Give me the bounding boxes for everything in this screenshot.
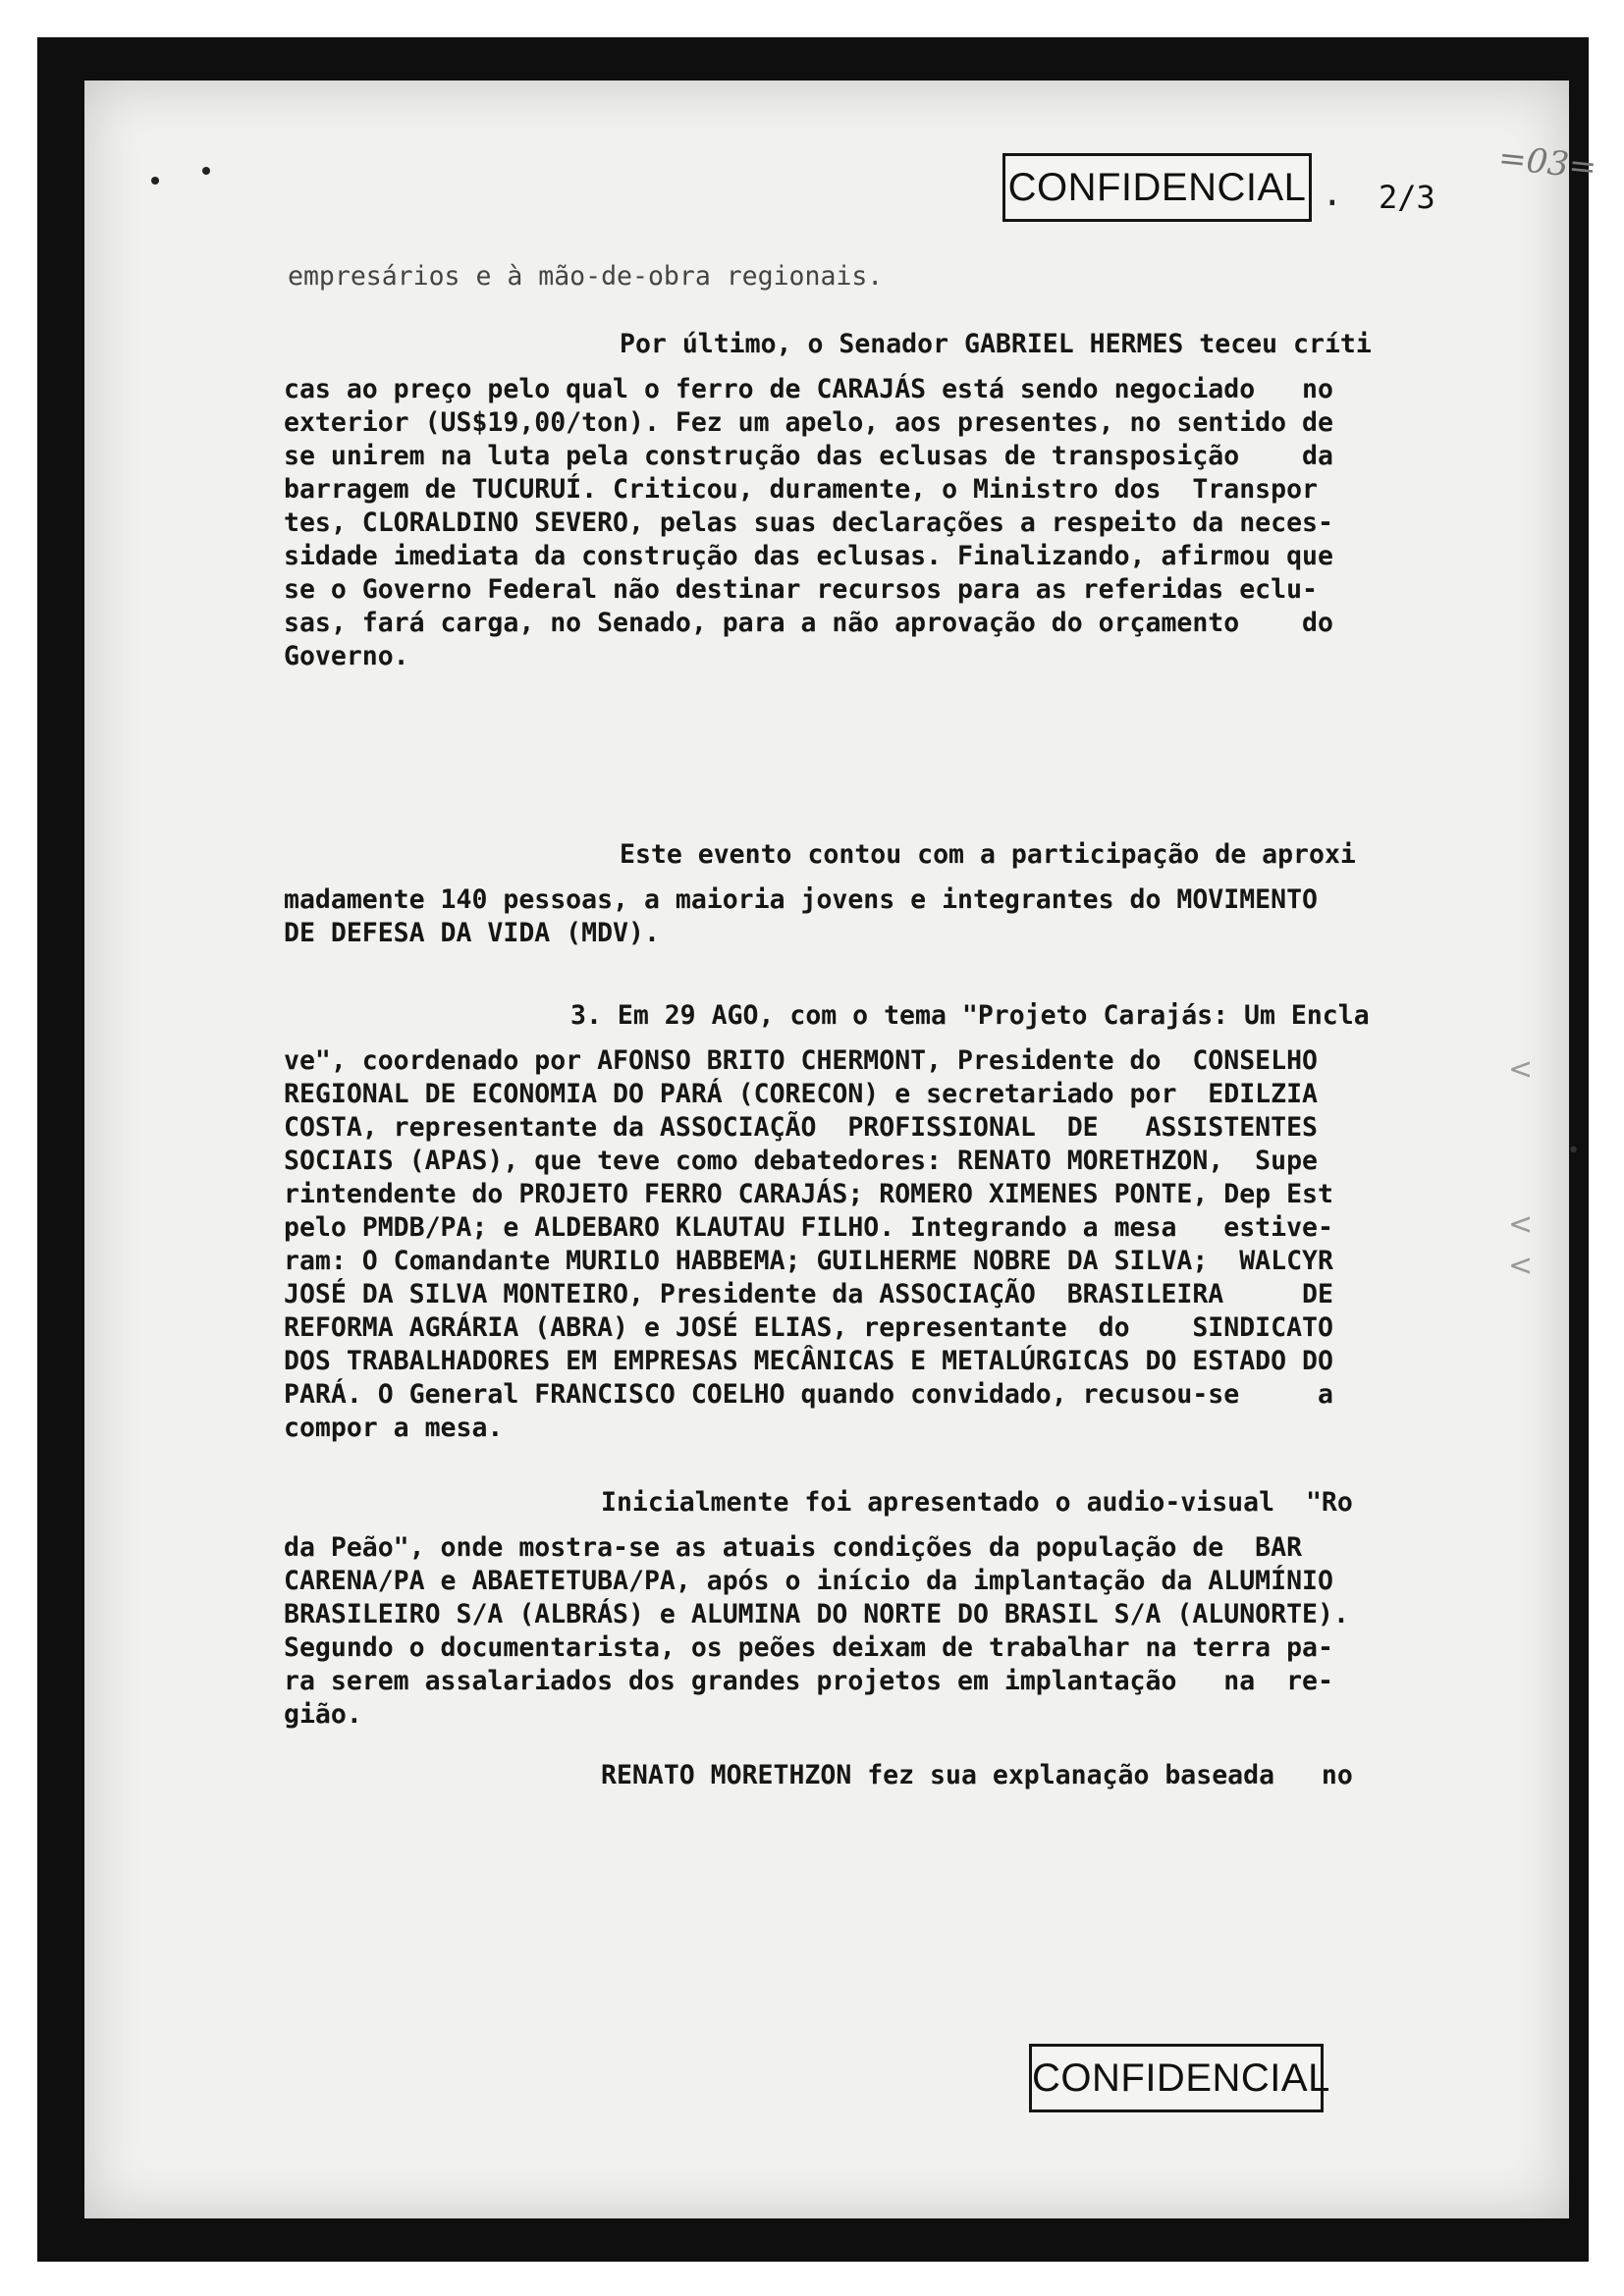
body-line: da Peão", onde mostra-se as atuais condições da população de BAR: [284, 1532, 1303, 1563]
punch-dot: [151, 177, 159, 185]
body-line: barragem de TUCURUÍ. Criticou, duramente, o Ministro dos Transpor: [284, 474, 1318, 505]
body-line: JOSÉ DA SILVA MONTEIRO, Presidente da ASSOCIAÇÃO BRASILEIRA DE: [284, 1279, 1333, 1309]
page-number: 2/3: [1379, 179, 1435, 216]
document-page: [84, 80, 1599, 2218]
stamp-dot: .: [1322, 174, 1343, 214]
body-line: ve", coordenado por AFONSO BRITO CHERMONT, Presidente do CONSELHO: [284, 1045, 1318, 1076]
punch-dot: [202, 167, 210, 175]
margin-speck: •: [1567, 1139, 1580, 1163]
body-line: CARENA/PA e ABAETETUBA/PA, após o início da implantação da ALUMÍNIO: [284, 1566, 1333, 1596]
body-line: PARÁ. O General FRANCISCO COELHO quando convidado, recusou-se a: [284, 1379, 1333, 1410]
body-line: madamente 140 pessoas, a maioria jovens e integrantes do MOVIMENTO: [284, 884, 1318, 915]
body-line: gião.: [284, 1699, 362, 1730]
body-line: pelo PMDB/PA; e ALDEBARO KLAUTAU FILHO. Integrando a mesa estive-: [284, 1212, 1333, 1243]
body-line: sidade imediata da construção das eclusas. Finalizando, afirmou que: [284, 541, 1333, 571]
body-line: sas, fará carga, no Senado, para a não aprovação do orçamento do: [284, 608, 1333, 638]
body-line: Este evento contou com a participação de aproxi: [620, 839, 1356, 870]
body-line: empresários e à mão-de-obra regionais.: [288, 261, 884, 292]
body-line: rintendente do PROJETO FERRO CARAJÁS; ROMERO XIMENES PONTE, Dep Est: [284, 1179, 1333, 1209]
body-line: ra serem assalariados dos grandes projetos em implantação na re-: [284, 1666, 1333, 1696]
body-line: DE DEFESA DA VIDA (MDV).: [284, 918, 660, 948]
body-line: REGIONAL DE ECONOMIA DO PARÁ (CORECON) e secretariado por EDILZIA: [284, 1079, 1318, 1109]
scan-frame: [37, 37, 1599, 2262]
body-line: SOCIAIS (APAS), que teve como debatedores: RENATO MORETHZON, Supe: [284, 1146, 1318, 1176]
body-line: tes, CLORALDINO SEVERO, pelas suas declarações a respeito da neces-: [284, 507, 1333, 538]
margin-arrow-mark: <: [1508, 1207, 1534, 1242]
body-line: BRASILEIRO S/A (ALBRÁS) e ALUMINA DO NORTE DO BRASIL S/A (ALUNORTE).: [284, 1599, 1349, 1629]
body-line: cas ao preço pelo qual o ferro de CARAJÁS está sendo negociado no: [284, 374, 1333, 404]
confidential-stamp-top: CONFIDENCIAL: [1002, 153, 1312, 222]
body-line: exterior (US$19,00/ton). Fez um apelo, aos presentes, no sentido de: [284, 407, 1333, 438]
body-line: se o Governo Federal não destinar recursos para as referidas eclu-: [284, 574, 1318, 605]
body-line: Segundo o documentarista, os peões deixam de trabalhar na terra pa-: [284, 1632, 1333, 1663]
body-line: Governo.: [284, 641, 409, 671]
margin-arrow-mark: <: [1508, 1052, 1534, 1087]
body-line: ram: O Comandante MURILO HABBEMA; GUILHERME NOBRE DA SILVA; WALCYR: [284, 1246, 1333, 1276]
body-line: RENATO MORETHZON fez sua explanação baseada no: [601, 1760, 1353, 1790]
body-line: COSTA, representante da ASSOCIAÇÃO PROFISSIONAL DE ASSISTENTES: [284, 1112, 1318, 1143]
body-line: 3. Em 29 AGO, com o tema "Projeto Carajás: Um Encla: [570, 1000, 1370, 1031]
body-line: se unirem na luta pela construção das eclusas de transposição da: [284, 441, 1333, 471]
confidential-stamp-bottom: CONFIDENCIAL: [1029, 2044, 1324, 2112]
handwritten-page-mark: =03=: [1496, 137, 1599, 188]
body-line: compor a mesa.: [284, 1413, 504, 1443]
body-line: Por último, o Senador GABRIEL HERMES teceu críti: [620, 329, 1372, 359]
body-line: DOS TRABALHADORES EM EMPRESAS MECÂNICAS E METALÚRGICAS DO ESTADO DO: [284, 1346, 1333, 1376]
margin-arrow-mark: <: [1508, 1249, 1534, 1283]
body-line: Inicialmente foi apresentado o audio-visual "Ro: [601, 1487, 1353, 1518]
body-line: REFORMA AGRÁRIA (ABRA) e JOSÉ ELIAS, representante do SINDICATO: [284, 1312, 1333, 1343]
